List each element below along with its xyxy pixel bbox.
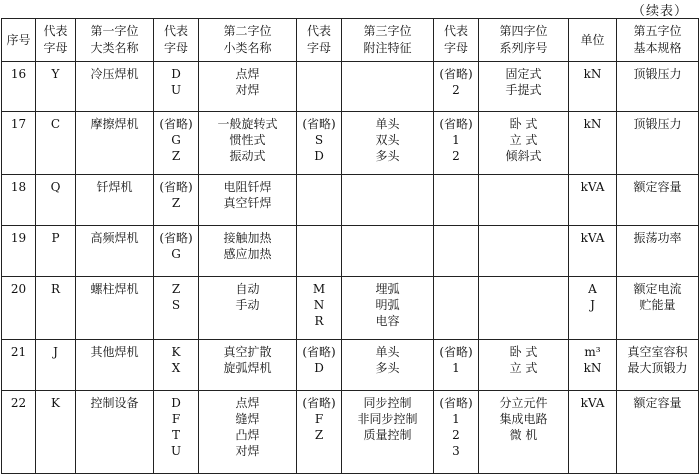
cell-line: 额定容量 [633, 180, 682, 194]
column-header [199, 19, 297, 62]
cell-line: 1 [452, 412, 460, 426]
table-cell [434, 277, 479, 340]
cell-line: 钎焊机 [96, 180, 133, 194]
table-cell [297, 277, 342, 340]
column-header [434, 19, 479, 62]
table-cell [154, 226, 199, 277]
table-cell [342, 391, 434, 474]
cell-line: Y [51, 67, 60, 81]
table-row [2, 226, 699, 277]
table-cell [297, 62, 342, 112]
table-cell [569, 391, 617, 474]
cell-line: 顶锻压力 [633, 117, 682, 131]
cell-line: (省略) [302, 345, 336, 359]
table-row [2, 62, 699, 112]
cell-line: 2 [452, 83, 460, 97]
column-header-line: 字母 [306, 41, 331, 55]
table-cell [342, 226, 434, 277]
cell-line: 多头 [375, 361, 400, 375]
cell-line: 惯性式 [229, 133, 266, 147]
seq-number-cell: 17 [2, 112, 36, 175]
cell-line: Z [171, 149, 181, 163]
table-cell [342, 62, 434, 112]
cell-line: 其他焊机 [90, 345, 139, 359]
cell-line: N [313, 298, 325, 312]
table-cell [154, 112, 199, 175]
table-cell [617, 277, 699, 340]
seq-number-cell: 16 [2, 62, 36, 112]
cell-line: 自动 [235, 282, 260, 296]
column-header-line: 代表 [163, 24, 188, 38]
cell-line: (省略) [302, 396, 336, 410]
table-cell [569, 175, 617, 226]
cell-line: 最大顶锻力 [627, 361, 688, 375]
cell-line: 控制设备 [90, 396, 139, 410]
table-cell [154, 391, 199, 474]
table-cell [297, 226, 342, 277]
table-cell [342, 175, 434, 226]
cell-line: 电阻钎焊 [223, 180, 272, 194]
cell-line: 电容 [375, 314, 400, 328]
cell-line: K [171, 345, 181, 359]
table-cell [569, 226, 617, 277]
cell-line: 1 [452, 133, 460, 147]
cell-line: 立 式 [509, 133, 538, 147]
table-cell [36, 112, 76, 175]
cell-line: Z [171, 282, 181, 296]
cell-line: 点焊 [235, 396, 260, 410]
column-header-line: 字母 [163, 41, 188, 55]
cell-line: A [588, 282, 597, 296]
cell-line: 顶锻压力 [633, 67, 682, 81]
table-cell [199, 340, 297, 391]
column-header [2, 19, 36, 62]
cell-line: kN [583, 117, 602, 131]
cell-line: 质量控制 [363, 428, 412, 442]
column-header-line: 第一字位 [90, 24, 139, 38]
table-cell [479, 391, 569, 474]
column-header-line: 系列序号 [499, 41, 548, 55]
cell-line: 明弧 [375, 298, 400, 312]
column-header [479, 19, 569, 62]
table-cell [617, 226, 699, 277]
column-header-line: 大类名称 [90, 41, 139, 55]
column-header-line: 序号 [6, 32, 31, 47]
table-cell [36, 175, 76, 226]
table-cell [479, 62, 569, 112]
cell-line: (省略) [159, 231, 193, 245]
table-row [2, 112, 699, 175]
cell-line: D [314, 361, 324, 375]
cell-line: 螺柱焊机 [90, 282, 139, 296]
table-cell [297, 340, 342, 391]
cell-line: J [53, 345, 58, 359]
cell-line: (省略) [302, 117, 336, 131]
table-cell [199, 175, 297, 226]
cell-line: (省略) [439, 345, 473, 359]
table-row [2, 340, 699, 391]
column-header-line: 单位 [580, 32, 605, 47]
column-header [76, 19, 154, 62]
column-header-line: 代表 [306, 24, 331, 38]
table-body [2, 62, 699, 474]
cell-line: C [50, 117, 61, 131]
cell-line: Z [314, 428, 324, 442]
cell-line: 卧 式 [509, 345, 538, 359]
cell-line: X [171, 361, 181, 375]
cell-line: M [312, 282, 326, 296]
cell-line: 冷压焊机 [90, 67, 139, 81]
cell-line: 振荡功率 [633, 231, 682, 245]
table-cell [434, 175, 479, 226]
cell-line: 凸焊 [235, 428, 260, 442]
table-row [2, 175, 699, 226]
table-cell [479, 112, 569, 175]
column-header-line: 附注特征 [363, 41, 412, 55]
cell-line: (省略) [159, 180, 193, 194]
cell-line: 振动式 [229, 149, 266, 163]
cell-line: (省略) [159, 117, 193, 131]
table-cell [297, 175, 342, 226]
table-cell [76, 277, 154, 340]
cell-line: kN [583, 67, 602, 81]
cell-line: 多头 [375, 149, 400, 163]
table-cell [76, 340, 154, 391]
table-cell [297, 391, 342, 474]
column-header [617, 19, 699, 62]
table-cell [569, 340, 617, 391]
cell-line: 埋弧 [375, 282, 400, 296]
column-header-line: 第五字位 [633, 24, 682, 38]
table-cell [154, 175, 199, 226]
cell-line: 真空钎焊 [223, 196, 272, 210]
column-header [297, 19, 342, 62]
table-cell [479, 175, 569, 226]
table-cell [479, 340, 569, 391]
seq-number-cell: 18 [2, 175, 36, 226]
cell-line: 摩擦焊机 [90, 117, 139, 131]
cell-line: 单头 [375, 117, 400, 131]
cell-line: 缝焊 [235, 412, 260, 426]
table-cell [199, 391, 297, 474]
table-cell [434, 112, 479, 175]
table-cell [434, 226, 479, 277]
table-cell [36, 391, 76, 474]
cell-line: 倾斜式 [505, 149, 542, 163]
cell-line: 1 [452, 361, 460, 375]
cell-line: kVA [580, 180, 605, 194]
continued-label: （续表） [631, 4, 688, 19]
cell-line: (省略) [439, 396, 473, 410]
cell-line: 高频焊机 [90, 231, 139, 245]
table-cell [617, 391, 699, 474]
table-cell [36, 62, 76, 112]
cell-line: G [171, 133, 181, 147]
cell-line: 额定电流 [633, 282, 682, 296]
table-cell [154, 340, 199, 391]
table-cell [342, 277, 434, 340]
welding-machine-code-table [1, 18, 699, 474]
cell-line: 固定式 [505, 67, 542, 81]
table-cell [199, 226, 297, 277]
seq-number-cell: 20 [2, 277, 36, 340]
column-header-line: 基本规格 [633, 41, 682, 55]
cell-line: 点焊 [235, 67, 260, 81]
table-cell [154, 277, 199, 340]
table-cell [434, 391, 479, 474]
column-header [36, 19, 76, 62]
seq-number-cell: 22 [2, 391, 36, 474]
cell-line: F [171, 412, 181, 426]
cell-line: T [171, 428, 180, 442]
table-cell [569, 277, 617, 340]
cell-line: 单头 [375, 345, 400, 359]
cell-line: 分立元件 [499, 396, 548, 410]
table-cell [154, 62, 199, 112]
cell-line: D [171, 67, 181, 81]
column-header-line: 代表 [43, 24, 68, 38]
cell-line: 同步控制 [363, 396, 412, 410]
table-cell [434, 340, 479, 391]
table-cell [76, 175, 154, 226]
cell-line: kVA [580, 396, 605, 410]
cell-line: 非同步控制 [357, 412, 418, 426]
cell-line: 微 机 [509, 428, 538, 442]
cell-line: 额定容量 [633, 396, 682, 410]
cell-line: 一般旋转式 [217, 117, 278, 131]
cell-line: R [314, 314, 324, 328]
cell-line: 对焊 [235, 83, 260, 97]
table-cell [36, 226, 76, 277]
table-cell [569, 112, 617, 175]
cell-line: 手动 [235, 298, 260, 312]
table-cell [342, 112, 434, 175]
table-cell [342, 340, 434, 391]
cell-line: 手提式 [505, 83, 542, 97]
cell-line: R [50, 282, 61, 296]
column-header-line: 代表 [443, 24, 468, 38]
table-row [2, 391, 699, 474]
cell-line: 立 式 [509, 361, 538, 375]
column-header-line: 第四字位 [499, 24, 548, 38]
table-cell [76, 62, 154, 112]
table-cell [36, 277, 76, 340]
table-cell [617, 62, 699, 112]
cell-line: 感应加热 [223, 247, 272, 261]
cell-line: U [170, 444, 182, 458]
table-row [2, 277, 699, 340]
table-cell [199, 112, 297, 175]
cell-line: 2 [452, 428, 460, 442]
cell-line: U [170, 83, 182, 97]
cell-line: G [171, 247, 181, 261]
cell-line: 贮能量 [639, 298, 676, 312]
cell-line: J [590, 298, 595, 312]
table-cell [76, 226, 154, 277]
column-header [342, 19, 434, 62]
cell-line: S [314, 133, 324, 147]
cell-line: 双头 [375, 133, 400, 147]
table-cell [199, 62, 297, 112]
cell-line: D [314, 149, 324, 163]
cell-line: (省略) [439, 67, 473, 81]
cell-line: Z [171, 196, 181, 210]
column-header-line: 字母 [443, 41, 468, 55]
cell-line: S [171, 298, 181, 312]
column-header-line: 小类名称 [223, 41, 272, 55]
cell-line: F [314, 412, 324, 426]
table-cell [617, 112, 699, 175]
table-cell [297, 112, 342, 175]
table-header [2, 19, 699, 62]
column-header-line: 字母 [43, 41, 68, 55]
table-cell [617, 340, 699, 391]
cell-line: kN [583, 361, 602, 375]
cell-line: (省略) [439, 117, 473, 131]
cell-line: P [51, 231, 60, 245]
table-cell [76, 391, 154, 474]
column-header [569, 19, 617, 62]
cell-line: K [51, 396, 60, 410]
column-header-line: 第三字位 [363, 24, 412, 38]
cell-line: 旋弧焊机 [223, 361, 272, 375]
column-header-line: 第二字位 [223, 24, 272, 38]
table-cell [617, 175, 699, 226]
cell-line: 3 [452, 444, 460, 458]
table-cell [479, 226, 569, 277]
column-header [154, 19, 199, 62]
cell-line: 集成电路 [499, 412, 548, 426]
seq-number-cell: 19 [2, 226, 36, 277]
table-cell [479, 277, 569, 340]
cell-line: 接触加热 [223, 231, 272, 245]
seq-number-cell: 21 [2, 340, 36, 391]
cell-line: 2 [452, 149, 460, 163]
table-cell [434, 62, 479, 112]
table-cell [36, 340, 76, 391]
cell-line: 卧 式 [509, 117, 538, 131]
cell-line: 真空室容积 [627, 345, 688, 359]
table-cell [199, 277, 297, 340]
cell-line: D [171, 396, 181, 410]
cell-line: 对焊 [235, 444, 260, 458]
cell-line: m³ [584, 345, 601, 359]
cell-line: kVA [580, 231, 605, 245]
table-cell [76, 112, 154, 175]
table-cell [569, 62, 617, 112]
cell-line: 真空扩散 [223, 345, 272, 359]
cell-line: Q [50, 180, 61, 194]
